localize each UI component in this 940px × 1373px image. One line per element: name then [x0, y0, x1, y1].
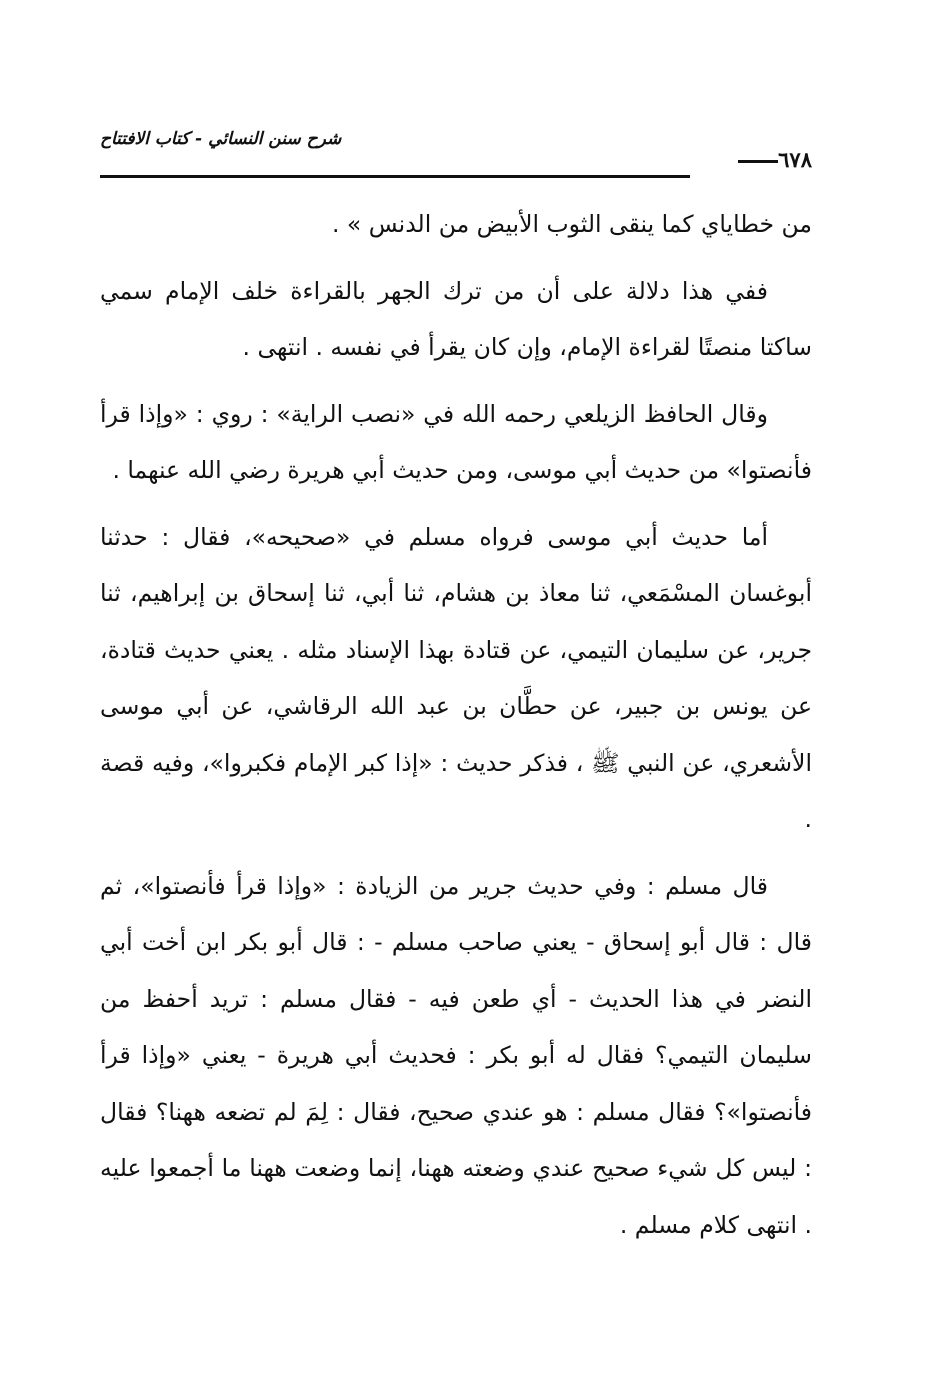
paragraph: أما حديث أبي موسى فرواه مسلم في «صحيحه»، فقال : حدثنا أبوغسان المسْمَعي، ثنا معاذ بن هشام، ثنا أبي، ثنا إسحاق بن إبراهيم، ثنا جرير، عن سليمان التيمي، عن قتادة بهذا الإسناد مثله . يعني حديث قتادة، عن يونس بن جبير، عن حطَّان بن عبد الله الرقاشي، عن أبي موسى الأشعري، عن النبي ﷺ ، فذكر حديث : «إذا كبر الإمام فكبروا»، وفيه قصة .: [100, 522, 812, 833]
page-number: [730, 147, 812, 172]
paragraph: قال مسلم : وفي حديث جرير من الزيادة : «وإذا قرأ فأنصتوا»، ثم قال : قال أبو إسحاق - يعني صاحب مسلم - : قال أبو بكر ابن أخت أبي النضر في هذا الحديث - أي طعن فيه - فقال مسلم : تريد أحفظ من سليمان التيمي؟ فقال له أبو بكر : فحديث أبي هريرة - يعني «وإذا قرأ فأنصتوا»؟ فقال مسلم : هو عندي صحيح، فقال : لِمَ لم تضعه ههنا؟ فقال : ليس كل شيء صحيح عندي وضعته ههنا، إنما وضعت ههنا ما أجمعوا عليه . انتهى كلام مسلم .: [100, 871, 812, 1239]
paragraph: من خطاياي كما ينقى الثوب الأبيض من الدنس » .: [331, 210, 812, 238]
main-text: [100, 196, 812, 1263]
paragraph: ففي هذا دلالة على أن من ترك الجهر بالقراءة خلف الإمام سمي ساكتا منصتًا لقراءة الإمام، وإن كان يقرأ في نفسه . انتهى .: [100, 276, 812, 361]
page-number-text: ٦٧٨: [778, 147, 812, 172]
page-header: [100, 125, 812, 183]
paragraph: وقال الحافظ الزيلعي رحمه الله في «نصب الراية» : روي : «وإذا قرأ فأنصتوا» من حديث أبي موسى، ومن حديث أبي هريرة رضي الله عنهما .: [100, 399, 812, 484]
page-number-dash: [738, 160, 778, 163]
running-title: شرح سنن النسائي - كتاب الافتتاح: [100, 129, 342, 149]
header-rule: [100, 175, 690, 178]
